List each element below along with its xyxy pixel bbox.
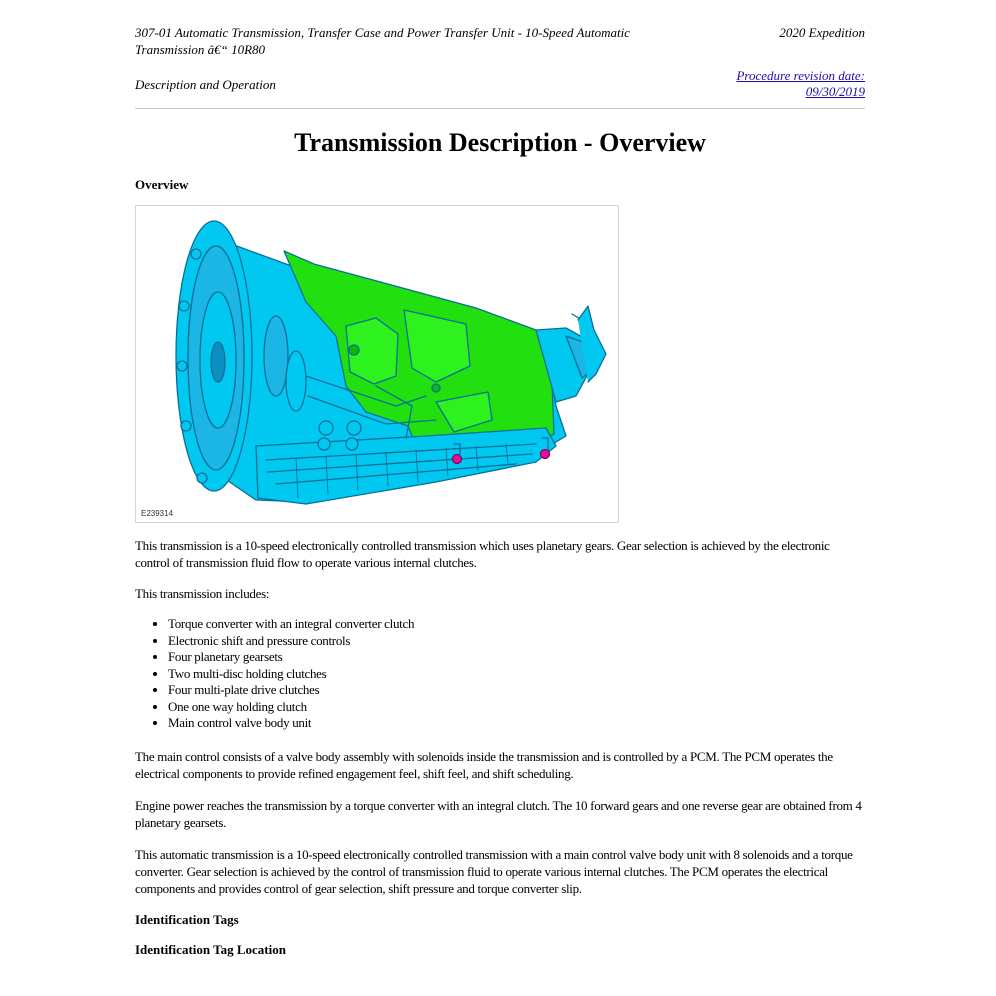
document-header: [135, 24, 865, 58]
document-page: [135, 24, 865, 958]
identification-tag-location-heading: Identification Tag Location: [135, 941, 286, 957]
list-item: • One one way holding clutch: [168, 699, 865, 716]
transmission-illustration: [135, 205, 619, 523]
transmission-drawing: [136, 206, 618, 522]
list-item: • Four planetary gearsets: [168, 649, 865, 666]
section-label: Description and Operation: [135, 77, 276, 92]
revision-date-link[interactable]: [736, 68, 865, 100]
revision-label[interactable]: Procedure revision date:: [736, 68, 865, 83]
automatic-transmission-paragraph: This automatic transmission is a 10-speed electronically controlled transmission with a main control valve body unit with 8 solenoids and a torque converter. Gear selection is achieved by the control of transmission fluid to operate various internal clutches. The PCM operates the electrical components and provides control of gear selection, shift pressure and torque converter slip.: [135, 846, 853, 896]
document-subheader: [135, 68, 865, 100]
list-item: • Main control valve body unit: [168, 715, 865, 732]
doc-title: 307-01 Automatic Transmission, Transfer Case and Power Transfer Unit - 10-Speed Automatic Transmission â€“ 10R80: [135, 25, 630, 57]
list-item: • Electronic shift and pressure controls: [168, 633, 865, 650]
list-item: • Two multi-disc holding clutches: [168, 666, 865, 683]
page-title: Transmission Description - Overview: [294, 128, 706, 157]
engine-power-paragraph: Engine power reaches the transmission by a torque converter with an integral clutch. The 10 forward gears and one reverse gear are obtained from 4 planetary gearsets.: [135, 797, 862, 830]
vehicle-label: 2020 Expedition: [779, 25, 865, 40]
main-control-paragraph: The main control consists of a valve body assembly with solenoids inside the transmission and is controlled by a PCM. The PCM operates the electrical components to provide refined engagement feel, shift feel, and shift scheduling.: [135, 748, 833, 781]
list-item: • Torque converter with an integral converter clutch: [168, 616, 865, 633]
header-divider: [135, 108, 865, 109]
revision-date[interactable]: 09/30/2019: [805, 84, 865, 99]
list-item: • Four multi-plate drive clutches: [168, 682, 865, 699]
intro-paragraph: This transmission is a 10-speed electronically controlled transmission which uses planetary gears. Gear selection is achieved by the electronic control of transmission fluid flow to operate various internal clutches.: [135, 538, 830, 570]
figure-code: E239314: [141, 509, 174, 518]
overview-heading: Overview: [135, 177, 189, 192]
includes-list: [135, 616, 865, 732]
identification-tags-heading: Identification Tags: [135, 911, 239, 927]
includes-lead: This transmission includes:: [135, 586, 270, 601]
